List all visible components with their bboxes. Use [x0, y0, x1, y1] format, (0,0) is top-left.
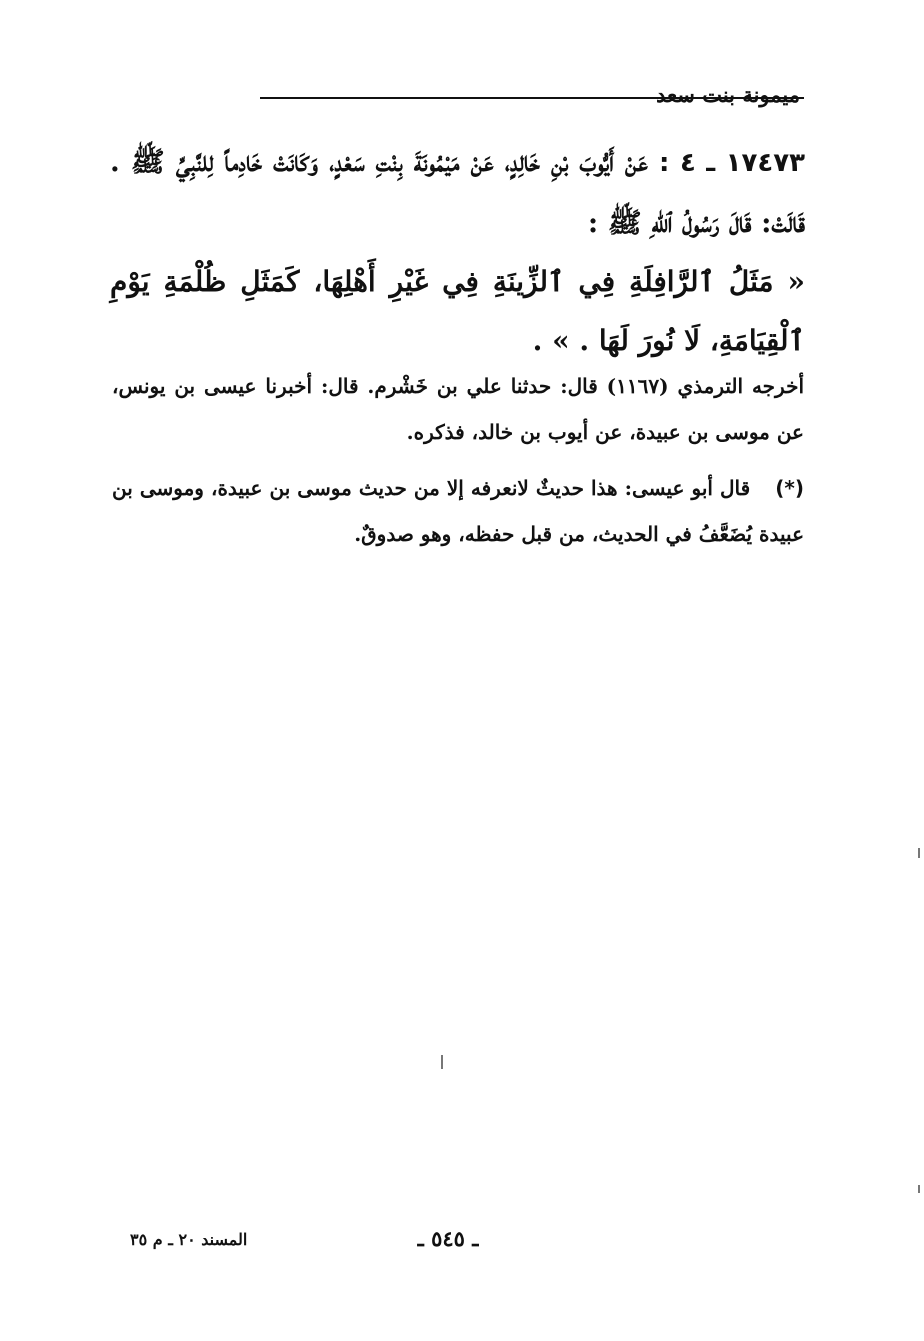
commentary-text: قال أبو عيسى: هذا حديثٌ لانعرفه إلا من حديث موسى بن عبيدة، وموسى بن عبيدة يُضَعَّفُ في الحديث، من قبل حفظه، وهو صدوقٌ.: [112, 476, 804, 546]
running-header: [110, 82, 800, 112]
scan-speck: [918, 848, 920, 858]
asterisk-marker: (*): [775, 476, 805, 500]
running-header-title: ميمونة بنت سعد: [656, 82, 800, 107]
takhrij-notes: [112, 363, 804, 557]
scan-speck: [441, 1055, 443, 1069]
print-signature: المسند ٢٠ ـ م ٣٥: [130, 1230, 248, 1249]
takhrij-paragraph: أخرجه الترمذي (١١٦٧) قال: حدثنا علي بن خَشْرم. قال: أخبرنا عيسى بن يونس، عن موسى بن عبيدة، عن أيوب بن خالد، فذكره.: [112, 374, 805, 444]
scan-speck: [918, 1185, 920, 1193]
page-footer: [110, 1226, 805, 1258]
page-number: ـ ٥٤٥ ـ: [417, 1226, 479, 1251]
hadith-chain: عَنْ أَيُّوبَ بْنِ خَالِدٍ، عَنْ مَيْمُونَةَ بِنْتِ سَعْدٍ، وَكَانَتْ خَادِماً لِلنَّبِيِّ ﷺ . قَالَتْ: قَالَ رَسُولُ ٱللهِ ﷺ :: [110, 145, 805, 239]
hadith-matn: « مَثَلُ ٱلرَّافِلَةِ فِي ٱلزِّينَةِ فِي غَيْرِ أَهْلِهَا، كَمَثَلِ ظُلْمَةِ يَوْمِ ٱلْقِيَامَةِ، لَا نُورَ لَهَا . » .: [110, 265, 805, 357]
header-rule: [260, 97, 804, 99]
hadith-isnad: [110, 132, 805, 252]
commentary-paragraph: [112, 465, 804, 557]
hadith-block: [110, 132, 805, 370]
hadith-number: ١٧٤٧٣ ـ ٤ :: [659, 148, 806, 178]
